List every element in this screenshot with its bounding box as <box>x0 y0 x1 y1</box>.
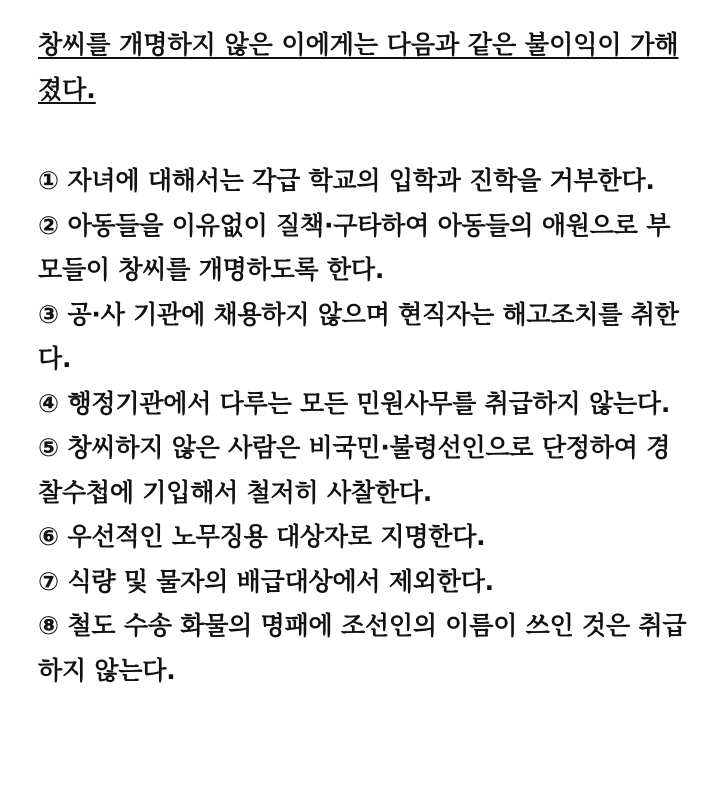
document-body <box>38 22 688 693</box>
list-item: ⑦ 식량 및 물자의 배급대상에서 제외한다. <box>38 566 494 596</box>
list-item: ⑧ 철도 수송 화물의 명패에 조선인의 이름이 쓰인 것은 취급하지 않는다. <box>38 611 687 685</box>
list-item: ③ 공·사 기관에 채용하지 않으며 현직자는 해고조치를 취한다. <box>38 299 679 373</box>
list-item: ① 자녀에 대해서는 각급 학교의 입학과 진학을 거부한다. <box>38 166 655 195</box>
list-item: ④ 행정기관에서 다루는 모든 민원사무를 취급하지 않는다. <box>38 388 671 418</box>
list-item: ⑤ 창씨하지 않은 사람은 비국민·불령선인으로 단정하여 경찰수첩에 기입해서 철저히 사찰한다. <box>38 433 671 507</box>
spacer <box>38 112 688 159</box>
document-heading: 창씨를 개명하지 않은 이에게는 다음과 같은 불이익이 가해졌다. <box>38 30 679 104</box>
list-item: ② 아동들을 이유없이 질책·구타하여 아동들의 애원으로 부모들이 창씨를 개명하도록 한다. <box>38 210 671 284</box>
list-item: ⑥ 우선적인 노무징용 대상자로 지명한다. <box>38 522 486 551</box>
